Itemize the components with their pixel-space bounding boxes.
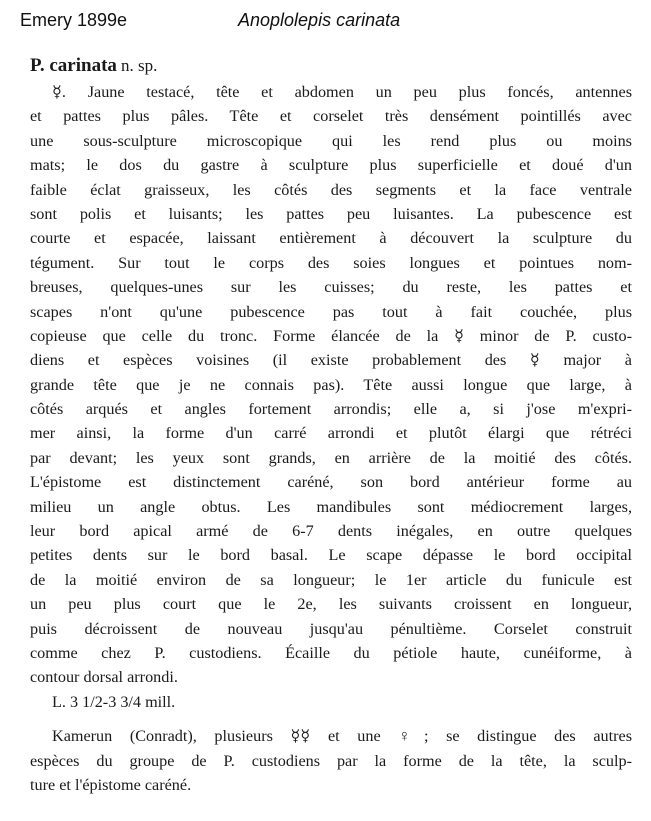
text-line: courte et espacée, laissant entièrement à découvert la sculpture du (30, 229, 632, 248)
text-line: breuses, quelques-unes sur les cuisses; du reste, les pattes et (30, 278, 632, 297)
text-line: copieuse que celle du tronc. Forme élancée de la ☿ minor de P. custo- (30, 326, 632, 345)
text-line: scapes n'ont qu'une pubescence pas tout à fait couchée, plus (30, 302, 632, 321)
text-line: leur bord apical armé de 6-7 dents inégales, en outre quelques (30, 522, 632, 541)
text-line: de la moitié environ de sa longueur; le 1er article du funicule est (30, 570, 632, 589)
text-line: une sous-sculpture microscopique qui les rend plus ou moins (30, 131, 632, 150)
species-name: P. carinata (30, 55, 117, 76)
text-line: L'épistome est distinctement caréné, son bord antérieur forme au (30, 473, 632, 492)
header-species: Anoplolepis carinata (238, 10, 401, 30)
text-line: petites dents sur le bord basal. Le scape dépasse le bord occipital (30, 546, 632, 565)
text-line: et pattes plus pâles. Tête et corselet très densément pointillés avec (30, 107, 632, 126)
text-line: faible éclat graisseux, les côtés des segments et la face ventrale (30, 180, 632, 199)
text-line: contour dorsal arrondi. (30, 668, 178, 687)
paragraph-gap (30, 714, 632, 724)
header-citation: Emery 1899e (20, 10, 128, 30)
text-line: puis décroissent de nouveau jusqu'au pénultième. Corselet construit (30, 619, 632, 638)
text-line: Kamerun (Conradt), plusieurs ☿☿ et une ♀; se distingue des autres (52, 727, 632, 746)
text-line: espèces du groupe de P. custodiens par la forme de la tête, la sculp- (30, 751, 632, 770)
text-line: mer ainsi, la forme d'un carré arrondi et plutôt élargi que rétréci (30, 424, 632, 443)
text-line: ture et l'épistome caréné. (30, 775, 192, 794)
text-line: L. 3 1/2-3 3/4 mill. (52, 692, 176, 711)
text-line: milieu un angle obtus. Les mandibules sont médiocrement larges, (30, 497, 632, 516)
text-line: grande tête que je ne connais pas). Tête aussi longue que large, à (30, 375, 632, 394)
text-line: un peu plus court que le 2e, les suivants croissent en longueur, (30, 595, 632, 614)
document-body (30, 52, 632, 797)
text-line: diens et espèces voisines (il existe probablement des ☿ major à (30, 351, 632, 370)
text-line: par devant; les yeux sont grands, en arrière de la moitié des côtés. (30, 448, 632, 467)
text-line: côtés arqués et angles fortement arrondis; elle a, si j'ose m'expri- (30, 400, 632, 419)
species-status: n. sp. (120, 56, 158, 75)
text-line: ☿. Jaune testacé, tête et abdomen un peu plus foncés, antennes (52, 83, 632, 101)
text-line: tégument. Sur tout le corps des soies longues et pointues nom- (30, 253, 632, 272)
description-text (30, 80, 632, 797)
text-line: sont polis et luisants; les pattes peu luisantes. La pubescence est (30, 204, 632, 223)
species-title (30, 52, 632, 80)
text-line: mats; le dos du gastre à sculpture plus superficielle et doué d'un (30, 156, 632, 175)
text-line: comme chez P. custodiens. Écaille du pétiole haute, cunéiforme, à (30, 643, 632, 662)
